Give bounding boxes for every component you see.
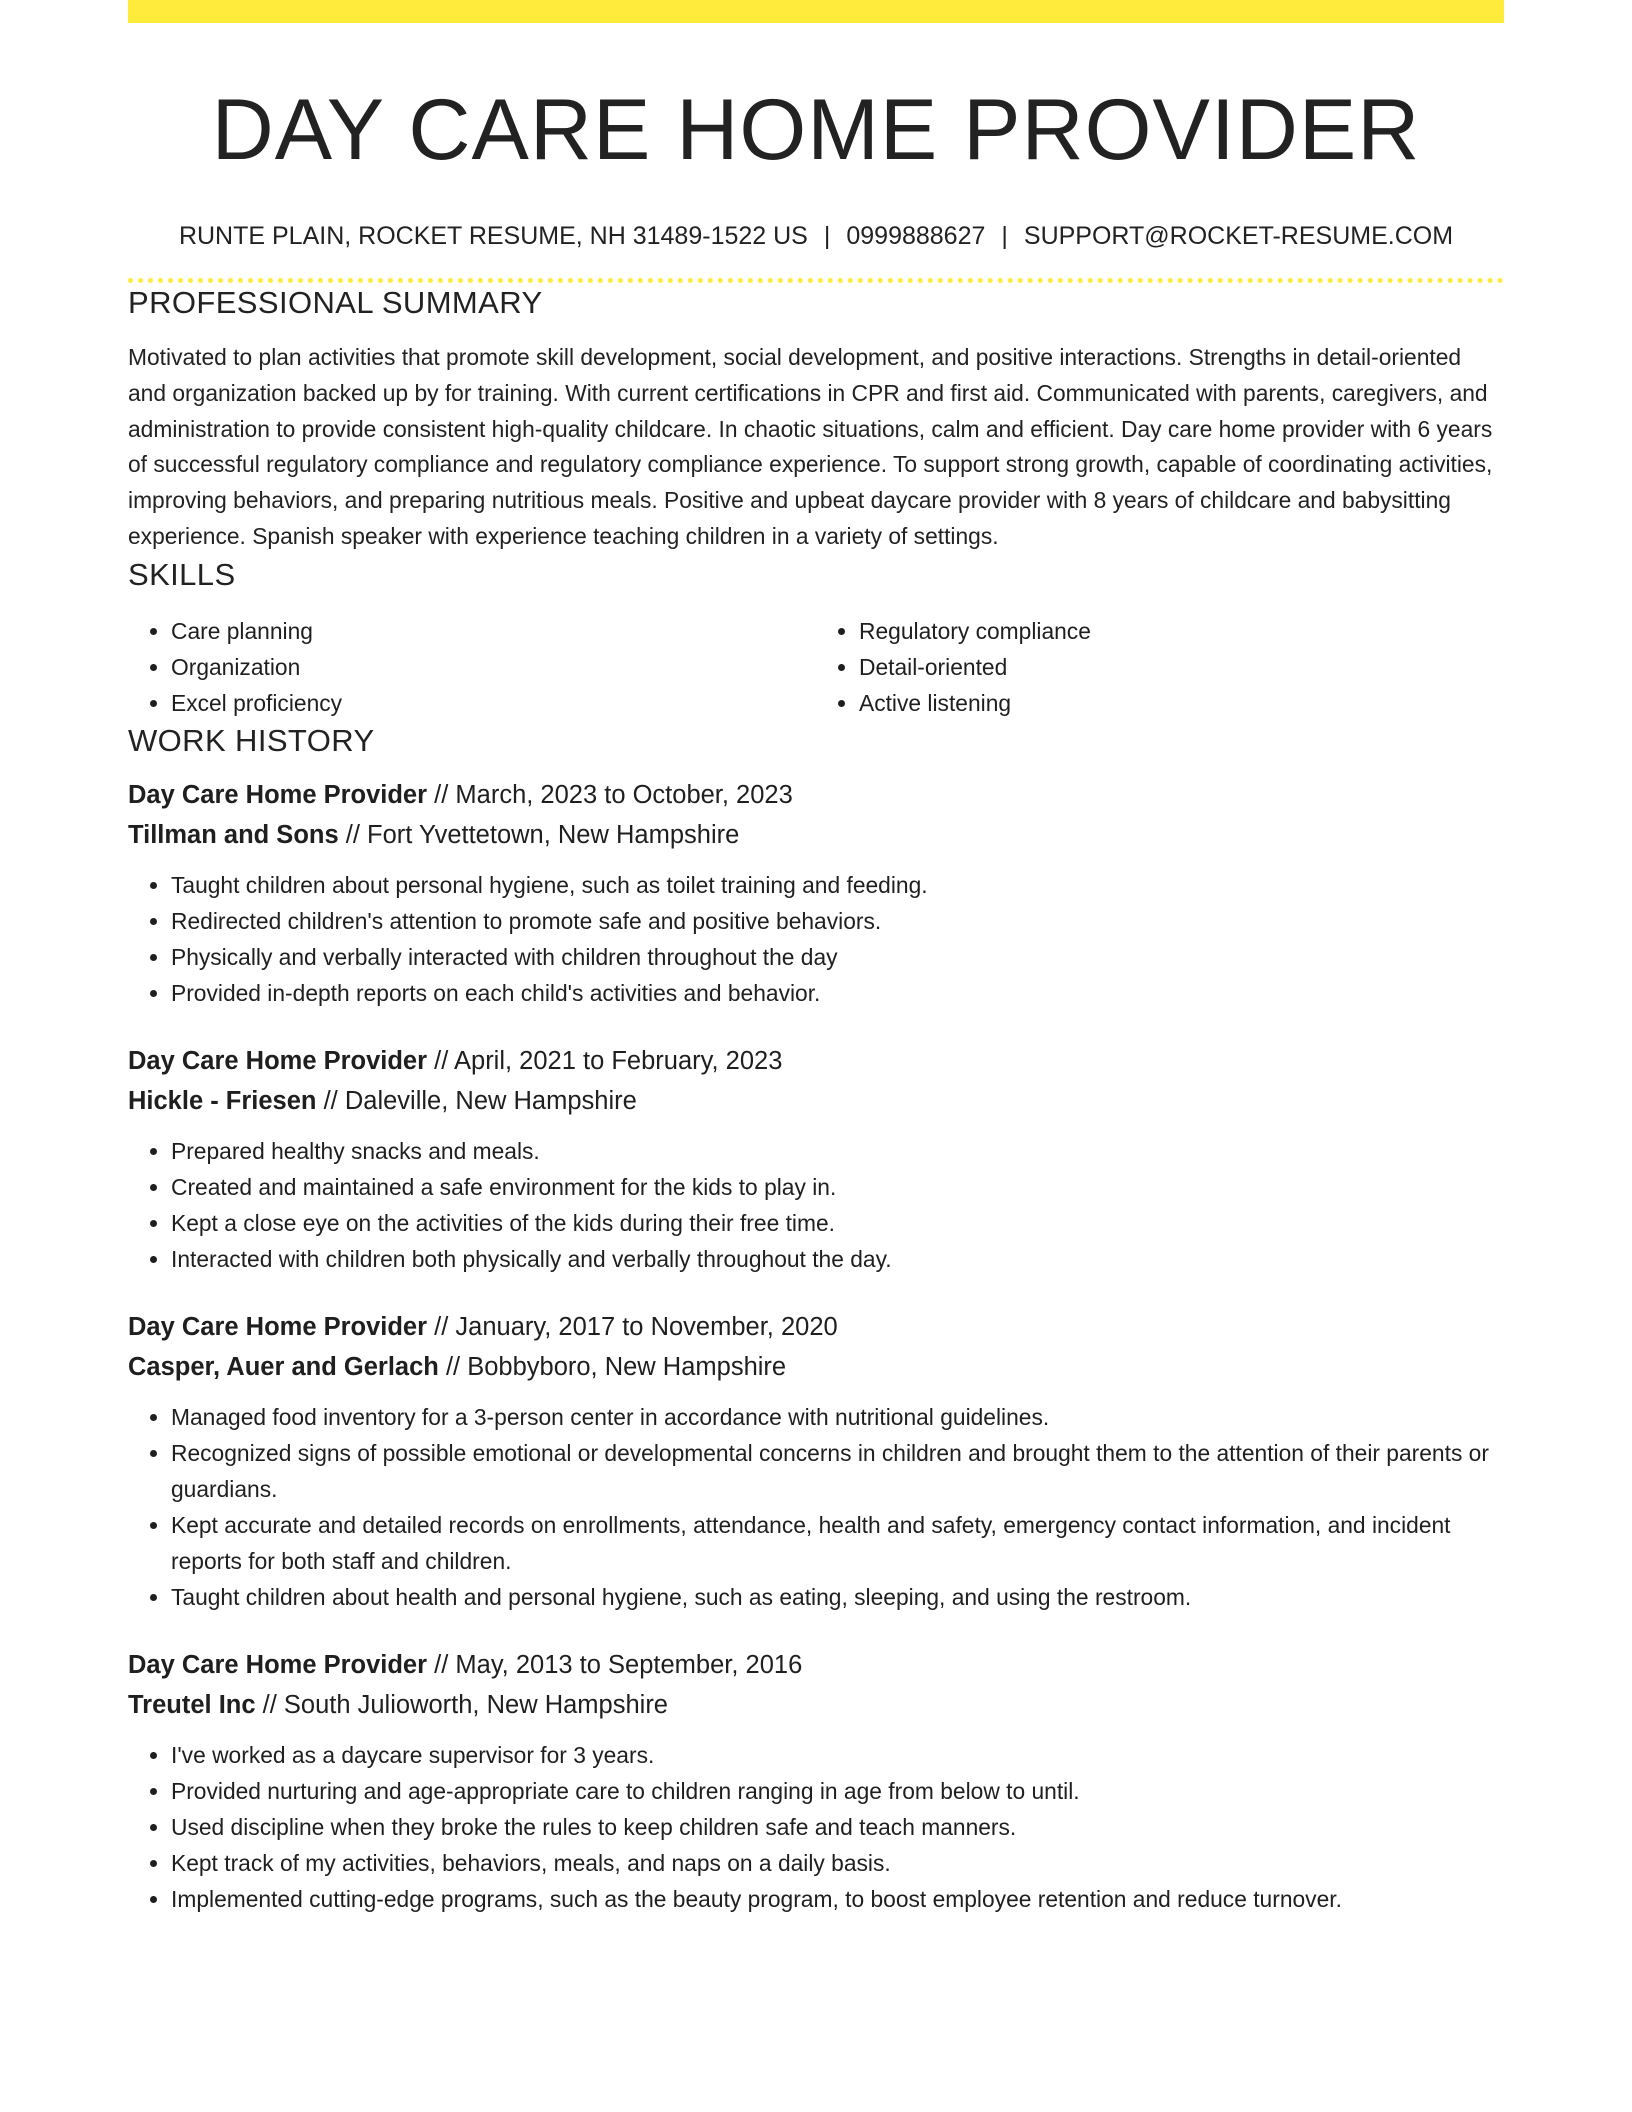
job-bullet: • Prepared healthy snacks and meals. — [171, 1133, 1504, 1169]
job-bullet: • I've worked as a daycare supervisor for 3 years. — [171, 1737, 1504, 1773]
job-company: Tillman and Sons — [128, 820, 339, 849]
job-bullets — [128, 1737, 1504, 1917]
job-bullet: • Recognized signs of possible emotional or developmental concerns in children and brought them to the attention of their parents or guardians. — [171, 1435, 1504, 1507]
job-company-line — [128, 1347, 1504, 1387]
job-entry — [128, 775, 1504, 1011]
job-title-line — [128, 1645, 1504, 1685]
job-company: Casper, Auer and Gerlach — [128, 1352, 439, 1381]
job-divider: // — [434, 780, 449, 809]
job-bullet: • Interacted with children both physically and verbally throughout the day. — [171, 1241, 1504, 1277]
job-bullet: • Redirected children's attention to promote safe and positive behaviors. — [171, 903, 1504, 939]
job-title-line — [128, 1307, 1504, 1347]
job-bullet: • Taught children about personal hygiene, such as toilet training and feeding. — [171, 867, 1504, 903]
job-divider: // — [445, 1352, 461, 1381]
job-divider: // — [323, 1086, 338, 1115]
job-entry — [128, 1041, 1504, 1277]
job-bullet: • Provided in-depth reports on each child's activities and behavior. — [171, 975, 1504, 1011]
resume-title: DAY CARE HOME PROVIDER — [211, 82, 1421, 178]
skills-column-left — [128, 613, 816, 721]
job-bullet: • Provided nurturing and age-appropriate care to children ranging in age from below to until. — [171, 1773, 1504, 1809]
job-entry — [128, 1645, 1504, 1917]
job-bullet: • Used discipline when they broke the rules to keep children safe and teach manners. — [171, 1809, 1504, 1845]
summary-heading: PROFESSIONAL SUMMARY — [128, 285, 543, 320]
job-divider: // — [345, 820, 360, 849]
job-divider: // — [434, 1046, 449, 1075]
job-bullets — [128, 867, 1504, 1011]
job-bullet: • Kept a close eye on the activities of the kids during their free time. — [171, 1205, 1504, 1241]
job-bullet: • Managed food inventory for a 3-person center in accordance with nutritional guidelines. — [171, 1399, 1504, 1435]
job-company: Treutel Inc — [128, 1690, 256, 1719]
contact-separator: | — [823, 222, 831, 250]
job-title-line — [128, 775, 1504, 815]
job-bullet: • Implemented cutting-edge programs, such as the beauty program, to boost employee retention and reduce turnover. — [171, 1881, 1504, 1917]
job-dates: May, 2013 to September, 2016 — [455, 1650, 803, 1679]
job-location: Daleville, New Hampshire — [344, 1086, 637, 1115]
job-title: Day Care Home Provider — [128, 1312, 428, 1341]
job-location: Fort Yvettetown, New Hampshire — [367, 820, 740, 849]
job-company-line — [128, 1685, 1504, 1725]
job-title: Day Care Home Provider — [128, 1046, 428, 1075]
skills-column-right — [816, 613, 1504, 721]
work-history-heading: WORK HISTORY — [128, 722, 375, 758]
job-title-line — [128, 1041, 1504, 1081]
resume-page — [128, 0, 1504, 1917]
skills-heading: SKILLS — [128, 556, 236, 592]
skill-item: • Active listening — [859, 685, 1504, 721]
job-bullet: • Kept accurate and detailed records on enrollments, attendance, health and safety, emergency contact information, and incident reports for both staff and children. — [171, 1507, 1504, 1579]
job-location: South Julioworth, New Hampshire — [283, 1690, 668, 1719]
job-bullet: • Physically and verbally interacted with children throughout the day — [171, 939, 1504, 975]
skills-list — [128, 613, 1504, 721]
job-bullets — [128, 1399, 1504, 1615]
skill-item: • Organization — [171, 649, 816, 685]
job-dates: April, 2021 to February, 2023 — [454, 1046, 783, 1075]
job-location: Bobbyboro, New Hampshire — [467, 1352, 787, 1381]
job-bullet: • Taught children about health and personal hygiene, such as eating, sleeping, and using the restroom. — [171, 1579, 1504, 1615]
job-company: Hickle - Friesen — [128, 1086, 317, 1115]
job-divider: // — [434, 1650, 449, 1679]
job-company-line — [128, 815, 1504, 855]
skill-item: • Regulatory compliance — [859, 613, 1504, 649]
top-accent-bar — [128, 0, 1504, 23]
skill-item: • Excel proficiency — [171, 685, 816, 721]
job-bullets — [128, 1133, 1504, 1277]
summary-text: Motivated to plan activities that promote skill development, social development, and positive interactions. Strengths in detail-oriented and organization backed up by for training. With current certifications in CPR and first aid. Communicated with parents, caregivers, and administration to provide consistent high-quality childcare. In chaotic situations, calm and efficient. Day care home provider with 6 years of successful regulatory compliance and regulatory compliance experience. To support strong growth, capable of coordinating activities, improving behaviors, and preparing nutritious meals. Positive and upbeat daycare provider with 8 years of childcare and babysitting experience. Spanish speaker with experience teaching children in a variety of settings. — [128, 344, 1493, 549]
job-bullet: • Kept track of my activities, behaviors, meals, and naps on a daily basis. — [171, 1845, 1504, 1881]
job-divider: // — [262, 1690, 277, 1719]
skill-item: • Detail-oriented — [859, 649, 1504, 685]
job-title: Day Care Home Provider — [128, 1650, 428, 1679]
contact-email: SUPPORT@ROCKET-RESUME.COM — [1023, 222, 1454, 250]
contact-separator: | — [1001, 222, 1008, 250]
job-company-line — [128, 1081, 1504, 1121]
job-entry — [128, 1307, 1504, 1615]
contact-address: RUNTE PLAIN, ROCKET RESUME, NH 31489-1522 US — [178, 222, 808, 250]
job-divider: // — [434, 1312, 449, 1341]
job-dates: March, 2023 to October, 2023 — [455, 780, 793, 809]
contact-phone: 0999888627 — [846, 222, 986, 250]
job-bullet: • Created and maintained a safe environment for the kids to play in. — [171, 1169, 1504, 1205]
job-dates: January, 2017 to November, 2020 — [455, 1312, 838, 1341]
skill-item: • Care planning — [171, 613, 816, 649]
job-title: Day Care Home Provider — [128, 780, 428, 809]
contact-line — [128, 221, 1504, 251]
